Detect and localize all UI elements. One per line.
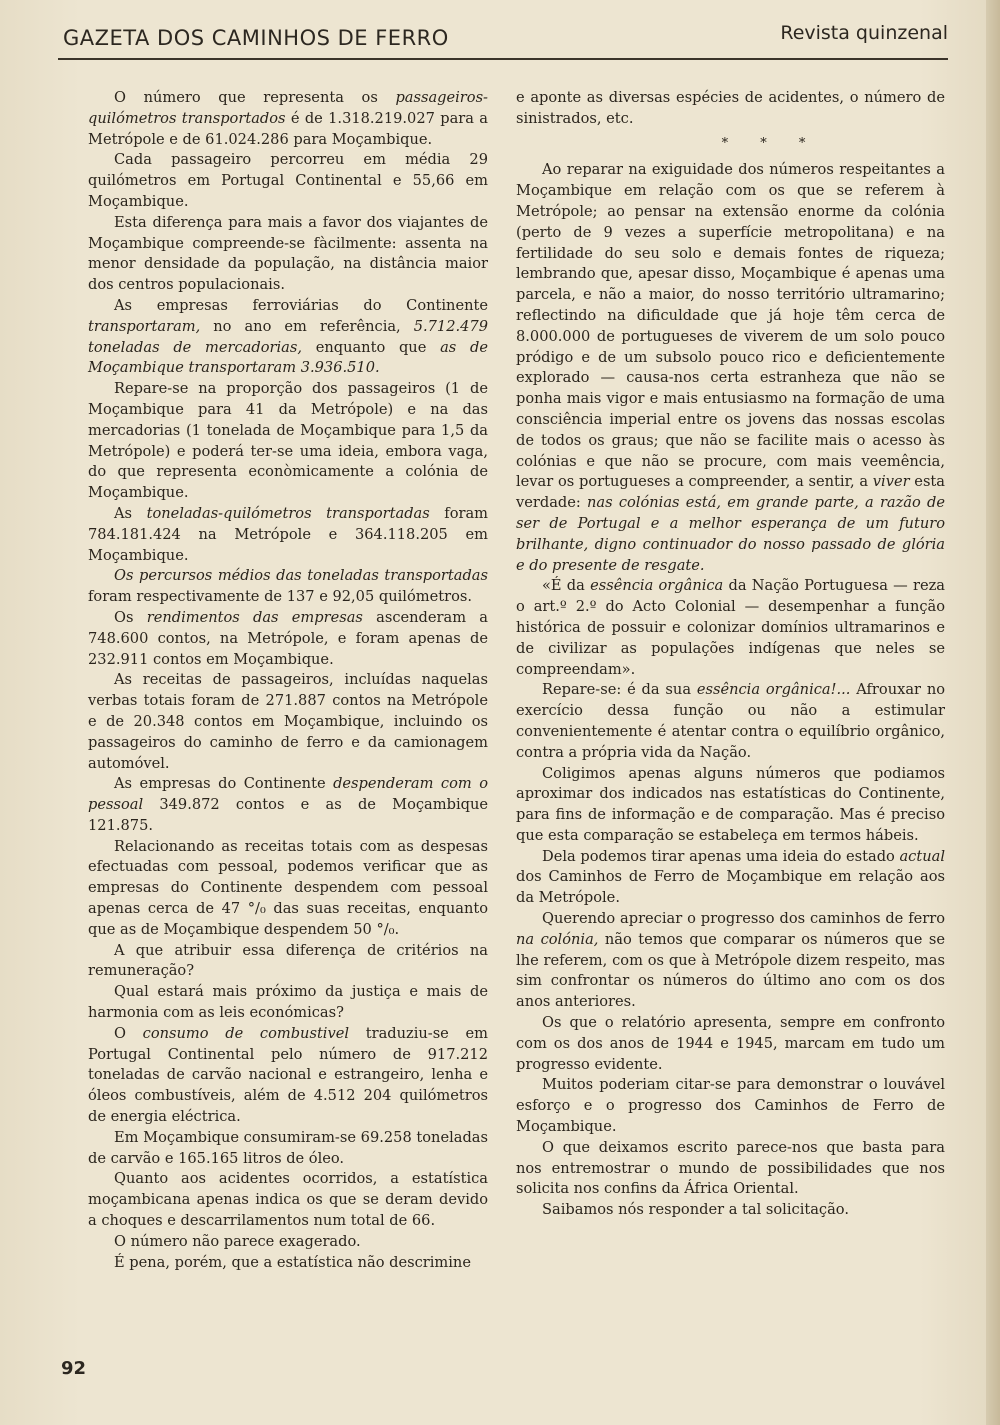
paragraph: Repare-se: é da sua essência orgânica!... Afrouxar no exercício dessa função ou não a estimular convenientemente é atentar contra o equilíbrio orgânico, contra a própria vida da Nação. [516, 681, 946, 761]
paragraph: Repare-se na proporção dos passageiros (1 de Moçambique para 41 da Metrópole) e na das mercadorias (1 tonelada de Moçambique para 1,5 da Metrópole) e poderá ter-se uma ideia, embora vaga, do que representa econòmicamente a colónia de Moçambique. [88, 380, 488, 502]
paragraph: O que deixamos escrito parece-nos que basta para nos entremostrar o mundo de possibilidades que nos solicita nos confins da África Oriental. [516, 1138, 945, 1198]
paragraph: O consumo de combustivel traduziu-se em Portugal Continental pelo número de 917.212 toneladas de carvão nacional e estrangeiro, lenha e óleos combustíveis, além de 4.512 204 quilómetros de energia eléctrica. [88, 1024, 488, 1126]
paragraph: Dela podemos tirar apenas uma ideia do estado actual dos Caminhos de Ferro de Moçambique em relação aos da Metrópole. [516, 847, 945, 907]
left-column [88, 88, 488, 1273]
right-column [516, 88, 945, 1221]
paragraph: Esta diferença para mais a favor dos viajantes de Moçambique compreende-se fàcilmente: assenta na menor densidade da população, na distância maior dos centros populacionais. [88, 213, 488, 294]
paragraph: Relacionando as receitas totais com as despesas efectuadas com pessoal, podemos verificar que as empresas do Continente despendem com pessoal apenas cerca de 47 °/₀ das suas receitas, enquanto que as de Moçambique despendem 50 °/₀. [88, 837, 488, 938]
section-separator: * * * [721, 135, 820, 151]
paragraph: Os rendimentos das empresas ascenderam a 748.600 contos, na Metrópole, e foram apenas de 232.911 contos em Moçambique. [88, 608, 489, 668]
paragraph: Saibamos nós responder a tal solicitação. [542, 1201, 849, 1219]
header-rule [58, 58, 948, 60]
paragraph: As toneladas-quilómetros transportadas foram 784.181.424 na Metrópole e 364.118.205 em Moçambique. [88, 504, 489, 564]
paragraph: «É da essência orgânica da Nação Portuguesa — reza o art.º 2.º do Acto Colonial — desempenhar a função histórica de possuir e colonizar domínios ultramarinos e de civilizar as populações indígenas que neles se compreendam». [516, 577, 945, 678]
paragraph: Qual estará mais próximo da justiça e mais de harmonia com as leis económicas? [88, 983, 488, 1022]
paragraph: Os percursos médios das toneladas transportadas foram respectivamente de 137 e 92,05 quilómetros. [88, 567, 488, 606]
paragraph: Muitos poderiam citar-se para demonstrar o louvável esforço e o progresso dos Caminhos de Ferro de Moçambique. [516, 1076, 945, 1136]
paragraph: O número que representa os passageiros-quilómetros transportados é de 1.318.219.027 para a Metrópole e de 61.024.286 para Moçambique. [88, 89, 489, 148]
paragraph: É pena, porém, que a estatística não descrimine [114, 1253, 471, 1271]
paragraph: e aponte as diversas espécies de acidentes, o número de sinistrados, etc. [516, 89, 945, 127]
masthead-subtitle: Revista quinzenal [780, 22, 948, 44]
masthead-title: GAZETA DOS CAMINHOS DE FERRO [63, 26, 449, 50]
paragraph: O número não parece exagerado. [114, 1232, 361, 1250]
paragraph: As empresas do Continente despenderam com o pessoal 349.872 contos e as de Moçambique 121.875. [88, 775, 488, 834]
paragraph: As receitas de passageiros, incluídas naquelas verbas totais foram de 271.887 contos na Metrópole e de 20.348 contos em Moçambique, incluindo os passageiros do caminho de ferro e da camionagem automóvel. [88, 671, 488, 772]
page-number: 92 [61, 1358, 87, 1379]
paragraph: As empresas ferroviárias do Continente transportaram, no ano em referência, 5.712.479 toneladas de mercadorias, enquanto que as de Moçambique transportaram 3.936.510. [88, 296, 488, 377]
paragraph: Querendo apreciar o progresso dos caminhos de ferro na colónia, não temos que comparar os números que se lhe referem, com os que à Metrópole dizem respeito, mas sim confrontar os números do último ano com os dos anos anteriores. [516, 910, 946, 1011]
paragraph: Os que o relatório apresenta, sempre em confronto com os dos anos de 1944 e 1945, marcam em tudo um progresso evidente. [516, 1014, 945, 1073]
paragraph: Ao reparar na exiguidade dos números respeitantes a Moçambique em relação com os que se referem à Metrópole; ao pensar na extensão enorme da colónia (perto de 9 vezes a superfície metropolitana) e na fertilidade do seu solo e demais fontes de riqueza; lembrando que, apesar disso, Moçambique é apenas uma parcela, e não a maior, do nosso território ultramarino; reflectindo na dificuldade que já hoje têm cerca de 8.000.000 de portugueses de viverem de um solo pouco pródigo e de um subsolo pouco rico e deficientemente explorado — causa-nos certa estranheza que não se ponha mais vigor e mais entusiasmo na formação de uma consciência imperial entre os jovens das nossas escolas de todos os graus; que não se facilite mais o acesso às colónias e que não se procure, com mais veemência, levar os portugueses a compreender, a sentir, a viver esta verdade: nas colónias está, em grande parte, a razão de ser de Portugal e a melhor esperança de um futuro brilhante, digno continuador do nosso passado de glória e do presente de resgate. [516, 161, 946, 574]
paragraph: A que atribuir essa diferença de critérios na remuneração? [88, 941, 488, 980]
paragraph: Quanto aos acidentes ocorridos, a estatística moçambicana apenas indica os que se deram devido a choques e descarrilamentos num total de 66. [88, 1170, 488, 1230]
paragraph: Cada passageiro percorreu em média 29 quilómetros em Portugal Continental e 55,66 em Moçambique. [88, 151, 488, 210]
paragraph: Em Moçambique consumiram-se 69.258 toneladas de carvão e 165.165 litros de óleo. [88, 1128, 488, 1167]
page-edge [986, 0, 1000, 1425]
paragraph: Coligimos apenas alguns números que podiamos aproximar dos indicados nas estatísticas do Continente, para fins de informação e de comparação. Mas é preciso que esta comparação se estabeleça em termos hábeis. [516, 764, 945, 844]
